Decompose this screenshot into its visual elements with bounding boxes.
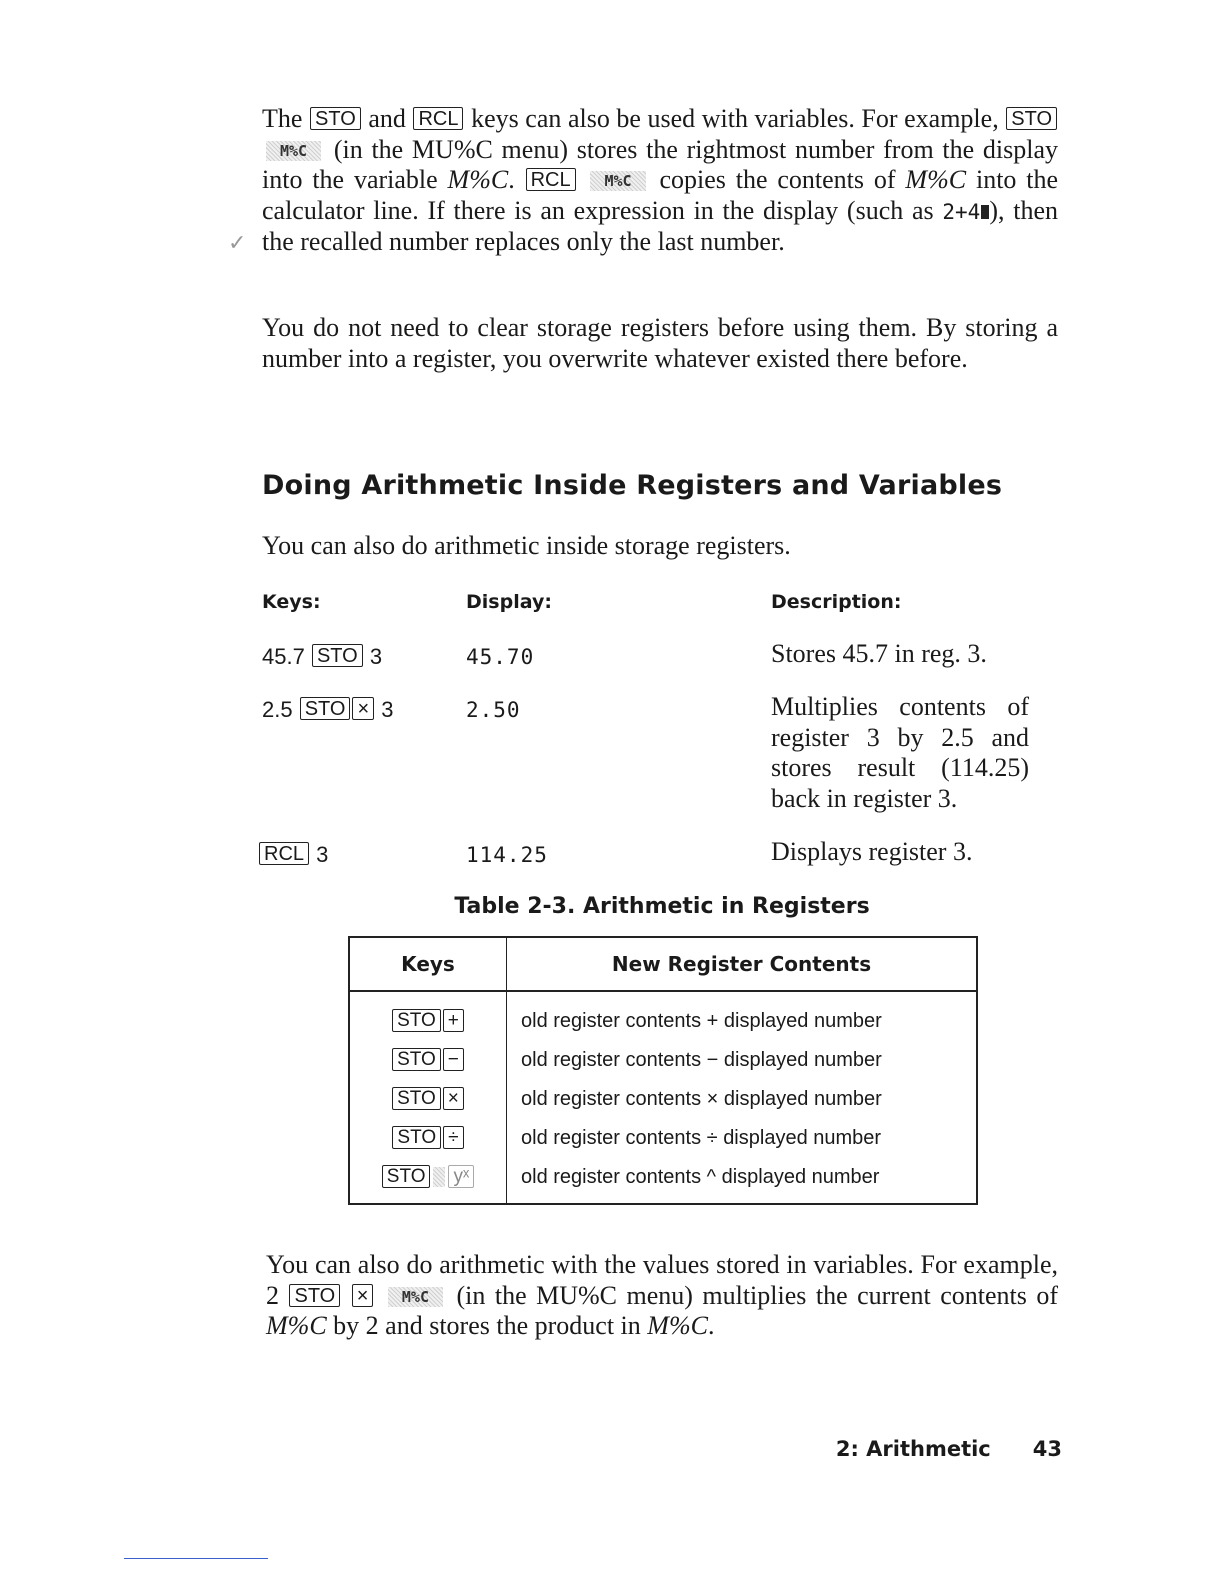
arithmetic-registers-table xyxy=(348,936,978,1205)
minus-key: − xyxy=(443,1048,464,1071)
divide-key: ÷ xyxy=(443,1126,463,1149)
example-row-2-display: 2.50 xyxy=(466,698,521,722)
sto-key: STO xyxy=(1006,107,1057,130)
keys-column-header: Keys: xyxy=(262,591,321,613)
example-row-1-keys: 45.7 STO 3 xyxy=(262,644,383,669)
shift-key-shaded xyxy=(433,1167,445,1187)
times-key: × xyxy=(352,697,374,720)
sto-key: STO xyxy=(392,1087,441,1110)
page-number: 43 xyxy=(1032,1437,1062,1461)
table-row: STO × old register contents × displayed number xyxy=(349,1080,977,1119)
sto-key: STO xyxy=(382,1165,431,1188)
sto-key: STO xyxy=(300,697,351,720)
sto-key: STO xyxy=(289,1284,340,1307)
mpc-softkey: M%C xyxy=(266,141,321,161)
paragraph-variable-arithmetic: You can also do arithmetic with the values stored in variables. For example, 2 STO × M%C (in the MU%C menu) multiplies the current contents of M%C by 2 and stores the product in M%C. xyxy=(266,1250,1058,1341)
sto-key: STO xyxy=(312,644,363,667)
sto-key: STO xyxy=(310,107,361,130)
table-header-keys: Keys xyxy=(349,937,507,991)
power-key: yˣ xyxy=(448,1165,474,1188)
times-key: × xyxy=(352,1284,374,1307)
sto-key: STO xyxy=(392,1048,441,1071)
paragraph-clear-registers: You do not need to clear storage registers before using them. By storing a number into a register, you overwrite whatever existed there before. xyxy=(262,313,1058,373)
rcl-key: RCL xyxy=(259,842,309,865)
rcl-key: RCL xyxy=(526,168,576,191)
example-row-1-display: 45.70 xyxy=(466,645,535,669)
mpc-softkey: M%C xyxy=(388,1287,443,1307)
times-key: × xyxy=(443,1087,464,1110)
table-row: STO + old register contents + displayed number xyxy=(349,991,977,1041)
table-row: STO ÷ old register contents ÷ displayed number xyxy=(349,1119,977,1158)
margin-check-mark: ✓ xyxy=(228,230,247,255)
example-row-3-description: Displays register 3. xyxy=(771,837,973,866)
example-row-2-keys: 2.5 STO × 3 xyxy=(262,697,394,722)
example-row-1-description: Stores 45.7 in reg. 3. xyxy=(771,639,987,668)
plus-key: + xyxy=(443,1009,464,1032)
table-row: STO − old register contents − displayed number xyxy=(349,1041,977,1080)
table-caption: Table 2-3. Arithmetic in Registers xyxy=(454,894,870,919)
bottom-rule xyxy=(124,1558,268,1559)
table-row: STO yˣ old register contents ^ displayed number xyxy=(349,1158,977,1204)
example-row-2-description: Multiplies contents of register 3 by 2.5 and stores result (114.25) back in register 3. xyxy=(771,692,1029,813)
description-column-header: Description: xyxy=(771,591,902,613)
sto-key: STO xyxy=(392,1126,441,1149)
mpc-softkey: M%C xyxy=(590,171,645,191)
section-heading: Doing Arithmetic Inside Registers and Variables xyxy=(262,470,1003,501)
display-column-header: Display: xyxy=(466,591,552,613)
table-header-contents: New Register Contents xyxy=(507,937,978,991)
display-expression: 2+4 xyxy=(942,199,981,224)
intro-text: You can also do arithmetic inside storage registers. xyxy=(262,531,791,560)
paragraph-sto-rcl-variables: The STO and RCL keys can also be used with variables. For example, STO M%C (in the MU%C menu) stores the rightmost number from the display into the variable M%C. RCL M%C copies the contents of M%C into the calculator line. If there is an expression in the display (such as 2+4 ), then the recalled number replaces only the last number. xyxy=(262,104,1059,257)
example-row-3-display: 114.25 xyxy=(466,843,548,867)
sto-key: STO xyxy=(392,1009,441,1032)
example-row-3-keys: RCL 3 xyxy=(258,840,328,871)
chapter-label: 2: Arithmetic xyxy=(835,1437,991,1461)
page-footer xyxy=(836,1437,1062,1461)
rcl-key: RCL xyxy=(413,107,463,130)
